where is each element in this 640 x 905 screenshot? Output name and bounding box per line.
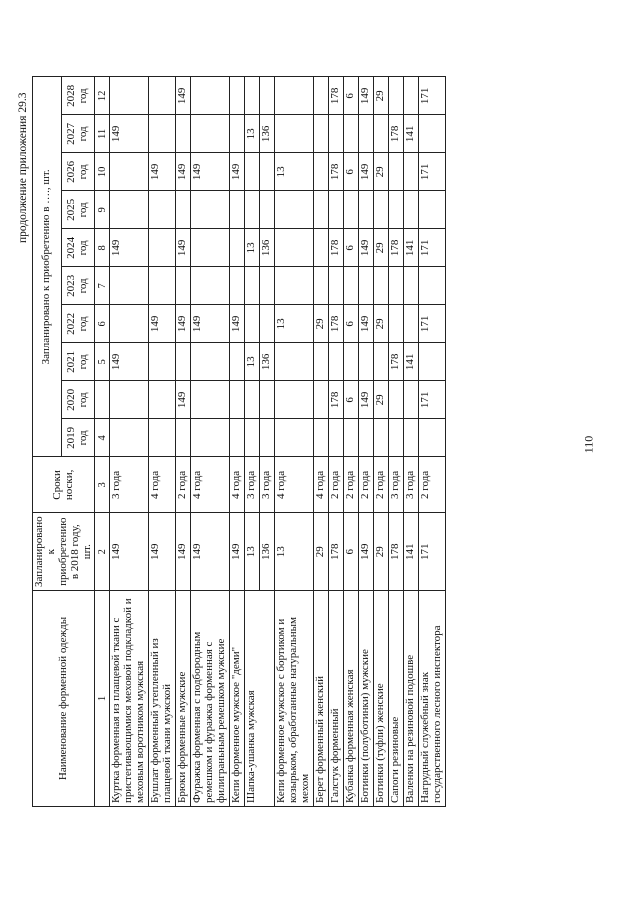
year-value: 178 (329, 381, 344, 419)
year-value (359, 343, 374, 381)
header-year: 2025 год (62, 191, 95, 229)
year-value (419, 115, 446, 153)
wear-term: 4 года (314, 457, 329, 513)
year-value (176, 419, 191, 457)
item-name: Сапоги резиновые (389, 591, 404, 807)
year-value: 29 (374, 381, 389, 419)
column-number: 10 (95, 153, 110, 191)
year-value (149, 381, 176, 419)
table-row (374, 77, 389, 807)
year-value: 13 (245, 343, 260, 381)
year-value (245, 191, 260, 229)
year-value (404, 77, 419, 115)
wear-term: 2 года (329, 457, 344, 513)
year-value: 171 (419, 77, 446, 115)
item-name: Ботинки (туфли) женские (374, 591, 389, 807)
wear-term: 4 года (149, 457, 176, 513)
rotated-page (1, 53, 541, 905)
year-value: 29 (374, 229, 389, 267)
year-value: 171 (419, 229, 446, 267)
year-value: 141 (404, 115, 419, 153)
year-value: 171 (419, 381, 446, 419)
year-value (374, 115, 389, 153)
column-number: 11 (95, 115, 110, 153)
year-value (149, 77, 176, 115)
year-value: 29 (374, 77, 389, 115)
item-name: Брюки форменные мужские (176, 591, 191, 807)
year-value (329, 191, 344, 229)
year-value (314, 115, 329, 153)
year-value (329, 343, 344, 381)
year-value: 141 (404, 229, 419, 267)
column-number: 1 (95, 591, 110, 807)
year-value (260, 419, 275, 457)
wear-term: 2 года (176, 457, 191, 513)
year-value (419, 267, 446, 305)
year-value: 149 (359, 381, 374, 419)
year-value (110, 419, 149, 457)
column-number: 2 (95, 513, 110, 591)
year-value (176, 267, 191, 305)
year-value: 178 (329, 305, 344, 343)
year-value (191, 191, 230, 229)
table-row (329, 77, 344, 807)
item-name: Шапка-ушанка мужская (245, 591, 275, 807)
year-value (275, 419, 314, 457)
item-name: Фуражка форменная с подбородным ремешком и фуражка форменная с филиграньным ремешком мужские (191, 591, 230, 807)
year-value (275, 381, 314, 419)
table-row (191, 77, 230, 807)
header-row (33, 77, 62, 807)
year-value (389, 153, 404, 191)
year-value (149, 229, 176, 267)
year-value (419, 191, 446, 229)
year-value (191, 343, 230, 381)
year-value (230, 229, 245, 267)
year-value (191, 419, 230, 457)
year-value: 149 (359, 305, 374, 343)
header-wear-term: Сроки носки, (33, 457, 95, 513)
year-value (230, 191, 245, 229)
year-value (110, 381, 149, 419)
column-number: 3 (95, 457, 110, 513)
year-value: 171 (419, 305, 446, 343)
year-value: 178 (389, 343, 404, 381)
year-value (149, 267, 176, 305)
year-value (245, 267, 260, 305)
year-value (389, 381, 404, 419)
year-value (230, 343, 245, 381)
year-value: 149 (191, 153, 230, 191)
year-value (359, 191, 374, 229)
item-name: Берет форменный женский (314, 591, 329, 807)
year-value (191, 381, 230, 419)
year-value (344, 343, 359, 381)
planned-2018: 149 (176, 513, 191, 591)
year-value: 6 (344, 229, 359, 267)
year-value: 149 (230, 305, 245, 343)
year-value: 178 (329, 153, 344, 191)
year-value (275, 191, 314, 229)
header-year: 2020 год (62, 381, 95, 419)
year-value (314, 191, 329, 229)
year-value (314, 381, 329, 419)
table-row (314, 77, 329, 807)
column-number: 6 (95, 305, 110, 343)
year-value: 6 (344, 305, 359, 343)
planned-2018: 149 (191, 513, 230, 591)
header-year: 2023 год (62, 267, 95, 305)
year-value (191, 229, 230, 267)
year-value (275, 343, 314, 381)
year-value (419, 343, 446, 381)
year-value (176, 343, 191, 381)
year-value (260, 305, 275, 343)
year-value (374, 343, 389, 381)
year-value: 13 (245, 229, 260, 267)
table-row (230, 77, 245, 807)
item-name: Кепи форменное мужское с бортиком и козырьком, обработанные натуральным мехом (275, 591, 314, 807)
header-year: 2027 год (62, 115, 95, 153)
year-value (230, 267, 245, 305)
year-value (230, 419, 245, 457)
table-row (110, 77, 149, 807)
planned-2018: 149 (149, 513, 176, 591)
planned-2018: 178 (389, 513, 404, 591)
header-planned-2018: Запланировано к приобретению в 2018 году, шт. (33, 513, 95, 591)
planned-2018: 178 (329, 513, 344, 591)
table-row (176, 77, 191, 807)
header-year: 2028 год (62, 77, 95, 115)
year-value (110, 305, 149, 343)
year-value (245, 419, 260, 457)
year-value (404, 267, 419, 305)
header-year: 2026 год (62, 153, 95, 191)
item-name: Бушлат форменный утепленный из плащевой ткани мужской (149, 591, 176, 807)
year-value (176, 115, 191, 153)
header-year: 2019 год (62, 419, 95, 457)
year-value: 149 (359, 229, 374, 267)
column-number (95, 381, 110, 419)
table-row (245, 77, 260, 807)
planned-2018: 29 (314, 513, 329, 591)
year-value (260, 267, 275, 305)
year-value: 149 (176, 229, 191, 267)
header-name: Наименование форменной одежды (33, 591, 95, 807)
year-value: 149 (110, 229, 149, 267)
table-row (389, 77, 404, 807)
table-row (404, 77, 419, 807)
year-value: 136 (260, 343, 275, 381)
planned-2018: 13 (275, 513, 314, 591)
year-value: 149 (110, 115, 149, 153)
year-value (191, 115, 230, 153)
wear-term: 2 года (419, 457, 446, 513)
wear-term: 3 года (245, 457, 260, 513)
wear-term: 2 года (359, 457, 374, 513)
year-value (314, 419, 329, 457)
planned-2018: 149 (230, 513, 245, 591)
year-value (389, 305, 404, 343)
year-value (230, 77, 245, 115)
year-value (359, 267, 374, 305)
header-planned-group: Запланировано к приобретению в …., шт. (33, 77, 62, 457)
planned-2018: 13 (245, 513, 260, 591)
year-value (404, 305, 419, 343)
column-number: 8 (95, 229, 110, 267)
year-value (374, 267, 389, 305)
year-value (149, 343, 176, 381)
year-value: 136 (260, 229, 275, 267)
year-value: 29 (314, 305, 329, 343)
planned-2018: 149 (110, 513, 149, 591)
year-value (419, 419, 446, 457)
year-value (359, 115, 374, 153)
year-value: 149 (176, 305, 191, 343)
year-value (149, 115, 176, 153)
year-value (245, 77, 260, 115)
year-value (260, 191, 275, 229)
year-value: 149 (176, 77, 191, 115)
year-value: 149 (149, 305, 176, 343)
table-row (359, 77, 374, 807)
year-value (245, 153, 260, 191)
year-value: 149 (176, 381, 191, 419)
year-value (389, 191, 404, 229)
year-value: 149 (359, 153, 374, 191)
year-value (230, 381, 245, 419)
planned-2018: 29 (374, 513, 389, 591)
planned-2018: 141 (404, 513, 419, 591)
year-value (275, 267, 314, 305)
year-value (110, 191, 149, 229)
year-value (191, 77, 230, 115)
table-row (149, 77, 176, 807)
year-value (344, 115, 359, 153)
year-value (404, 153, 419, 191)
table-row (275, 77, 314, 807)
item-name: Кепи форменное мужское "деми" (230, 591, 245, 807)
item-name: Кубанка форменная женская (344, 591, 359, 807)
column-number-row (95, 77, 110, 807)
year-value: 149 (359, 77, 374, 115)
wear-term: 2 года (344, 457, 359, 513)
item-name: Валенки на резиновой подошве (404, 591, 419, 807)
item-name: Куртка форменная из плащевой ткани с пристегивающимися меховой подкладкой и меховым воротником мужская (110, 591, 149, 807)
wear-term: 4 года (191, 457, 230, 513)
year-value (329, 419, 344, 457)
year-value (389, 267, 404, 305)
year-value: 178 (329, 229, 344, 267)
year-value (404, 191, 419, 229)
planned-2018: 149 (359, 513, 374, 591)
wear-term: 3 года (260, 457, 275, 513)
year-value: 149 (191, 305, 230, 343)
year-value (344, 267, 359, 305)
year-value: 171 (419, 153, 446, 191)
year-value: 29 (374, 305, 389, 343)
uniform-table (32, 76, 446, 807)
header-year: 2024 год (62, 229, 95, 267)
year-value (149, 191, 176, 229)
year-value (389, 419, 404, 457)
year-value: 149 (110, 343, 149, 381)
wear-term: 3 года (389, 457, 404, 513)
year-value (245, 381, 260, 419)
year-value (344, 419, 359, 457)
year-value (404, 381, 419, 419)
year-value (110, 77, 149, 115)
table-row (419, 77, 446, 807)
year-value (314, 77, 329, 115)
year-value (275, 77, 314, 115)
wear-term: 4 года (275, 457, 314, 513)
year-value (149, 419, 176, 457)
item-name: Нагрудный служебный знак государственного лесного инспектора (419, 591, 446, 807)
year-value: 178 (389, 229, 404, 267)
column-number: 9 (95, 191, 110, 229)
year-value (230, 115, 245, 153)
year-value (314, 343, 329, 381)
item-name: Ботинки (полуботинки) мужские (359, 591, 374, 807)
year-value (260, 77, 275, 115)
item-name: Галстук форменный (329, 591, 344, 807)
year-value: 13 (275, 153, 314, 191)
year-value (329, 115, 344, 153)
year-value (191, 267, 230, 305)
year-value (314, 267, 329, 305)
year-value (275, 115, 314, 153)
year-value (245, 305, 260, 343)
continuation-note: продолжение приложения 29.3 (17, 92, 29, 243)
year-value: 149 (149, 153, 176, 191)
year-value (329, 267, 344, 305)
year-value (275, 229, 314, 267)
year-value (260, 153, 275, 191)
wear-term: 2 года (374, 457, 389, 513)
header-year: 2021 год (62, 343, 95, 381)
year-value: 178 (329, 77, 344, 115)
column-number: 12 (95, 77, 110, 115)
planned-2018: 6 (344, 513, 359, 591)
year-value (176, 191, 191, 229)
year-value: 149 (176, 153, 191, 191)
year-value: 178 (389, 115, 404, 153)
year-value (374, 419, 389, 457)
page-number: 110 (581, 435, 596, 454)
year-value: 29 (374, 153, 389, 191)
year-value (110, 267, 149, 305)
column-number: 7 (95, 267, 110, 305)
planned-2018: 171 (419, 513, 446, 591)
year-value (260, 381, 275, 419)
year-value (314, 229, 329, 267)
year-value (404, 419, 419, 457)
column-number: 5 (95, 343, 110, 381)
year-value (110, 153, 149, 191)
year-value: 136 (260, 115, 275, 153)
column-number: 4 (95, 419, 110, 457)
wear-term: 3 года (404, 457, 419, 513)
year-value: 6 (344, 77, 359, 115)
year-value (359, 419, 374, 457)
year-value: 141 (404, 343, 419, 381)
header-year: 2022 год (62, 305, 95, 343)
year-value: 149 (230, 153, 245, 191)
year-value (389, 77, 404, 115)
year-value (314, 153, 329, 191)
year-value: 13 (275, 305, 314, 343)
planned-2018: 136 (260, 513, 275, 591)
year-value (344, 191, 359, 229)
year-value: 6 (344, 153, 359, 191)
table-row (344, 77, 359, 807)
wear-term: 3 года (110, 457, 149, 513)
year-value (374, 191, 389, 229)
year-value: 13 (245, 115, 260, 153)
wear-term: 4 года (230, 457, 245, 513)
year-value: 6 (344, 381, 359, 419)
